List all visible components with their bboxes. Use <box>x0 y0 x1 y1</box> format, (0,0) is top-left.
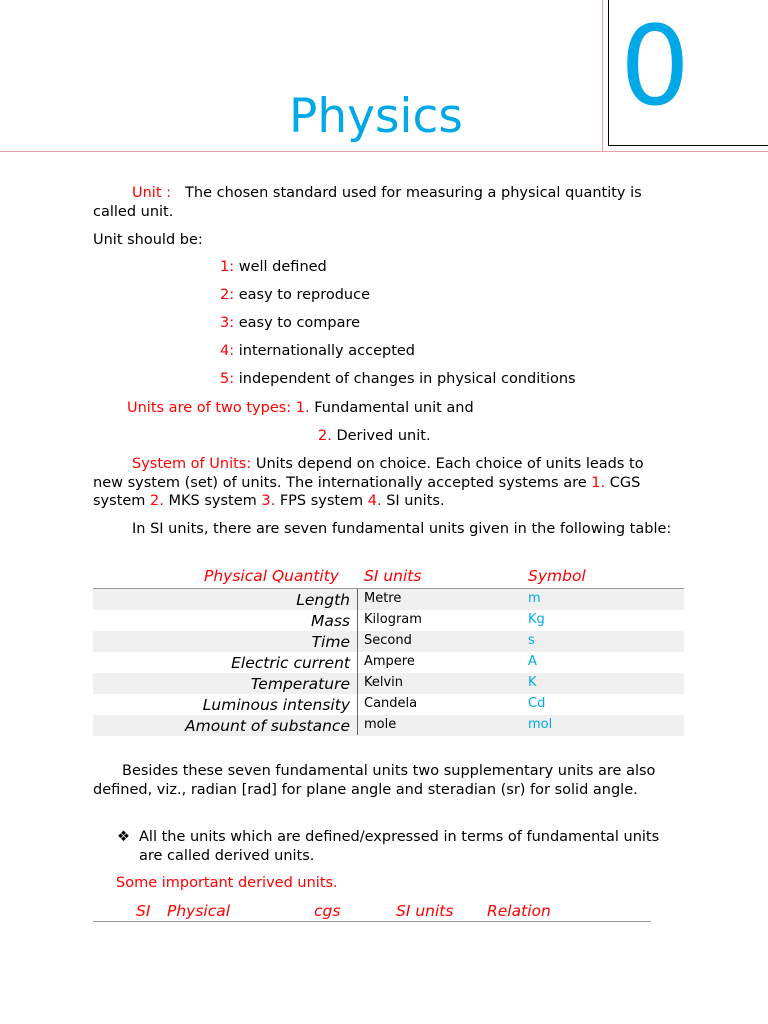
header-divider-vertical <box>602 0 603 151</box>
unit-should-be: Unit should be: <box>93 232 203 248</box>
si-units-table <box>93 566 684 735</box>
unit-definition-text: The chosen standard used for measuring a physical quantity is called unit. <box>93 185 642 220</box>
criteria-item: 1: well defined <box>220 259 327 275</box>
page-title: Physics <box>289 89 463 144</box>
table-row: Luminous intensity Candela Cd <box>202 696 546 714</box>
unit-types-line2: 2. Derived unit. <box>318 428 431 444</box>
supplementary-units: Besides these seven fundamental units two supplementary units are also defined, viz., radian [rad] for plane angle and steradian (sr) for solid angle. <box>93 763 656 798</box>
header-symbol: Symbol <box>528 567 586 585</box>
table-header <box>93 566 684 588</box>
criteria-item: 3: easy to compare <box>220 315 361 331</box>
table-row: Temperature Kelvin K <box>93 673 684 694</box>
table-row: Time Second s <box>93 631 684 652</box>
table-row: Electric current Ampere A <box>231 654 537 672</box>
table-rule <box>93 921 651 922</box>
table-row: Length Metre m <box>93 589 684 610</box>
chapter-number: 0 <box>620 2 690 130</box>
si-intro: In SI units, there are seven fundamental units given in the following table: <box>132 521 672 537</box>
header-si: SI <box>136 902 151 920</box>
header-si-units: SI units <box>396 902 454 920</box>
header-physical: Physical <box>167 902 231 920</box>
derived-units-title: Some important derived units. <box>116 875 338 891</box>
unit-label: Unit : <box>132 185 172 201</box>
table-row: Mass Kilogram Kg <box>310 612 545 630</box>
table-column-divider <box>357 589 358 735</box>
diamond-bullet-icon: ❖ <box>117 829 130 845</box>
derived-units-table <box>93 900 651 922</box>
criteria-item: 5: independent of changes in physical conditions <box>220 371 576 387</box>
unit-definition <box>93 184 673 221</box>
header-si-units: SI units <box>364 567 422 585</box>
header-divider <box>0 151 768 152</box>
criteria-item: 2: easy to reproduce <box>220 287 371 303</box>
table-row: Amount of substance mole mol <box>93 715 684 736</box>
header-cgs: cgs <box>314 902 341 920</box>
system-of-units: System of Units: Units depend on choice. Each choice of units leads to new system (set) of units. The internationally accepted systems are 1. CGS system 2. MKS system 3. FPS system 4. SI units. <box>93 456 644 509</box>
header-relation: Relation <box>487 902 551 920</box>
header-physical-quantity: Physical Quantity <box>204 567 339 585</box>
unit-types-line1: Units are of two types: 1. Fundamental unit and <box>127 400 474 416</box>
derived-units-note: All the units which are defined/expressed in terms of fundamental units are called derived units. <box>139 829 660 864</box>
criteria-item: 4: internationally accepted <box>220 343 416 359</box>
